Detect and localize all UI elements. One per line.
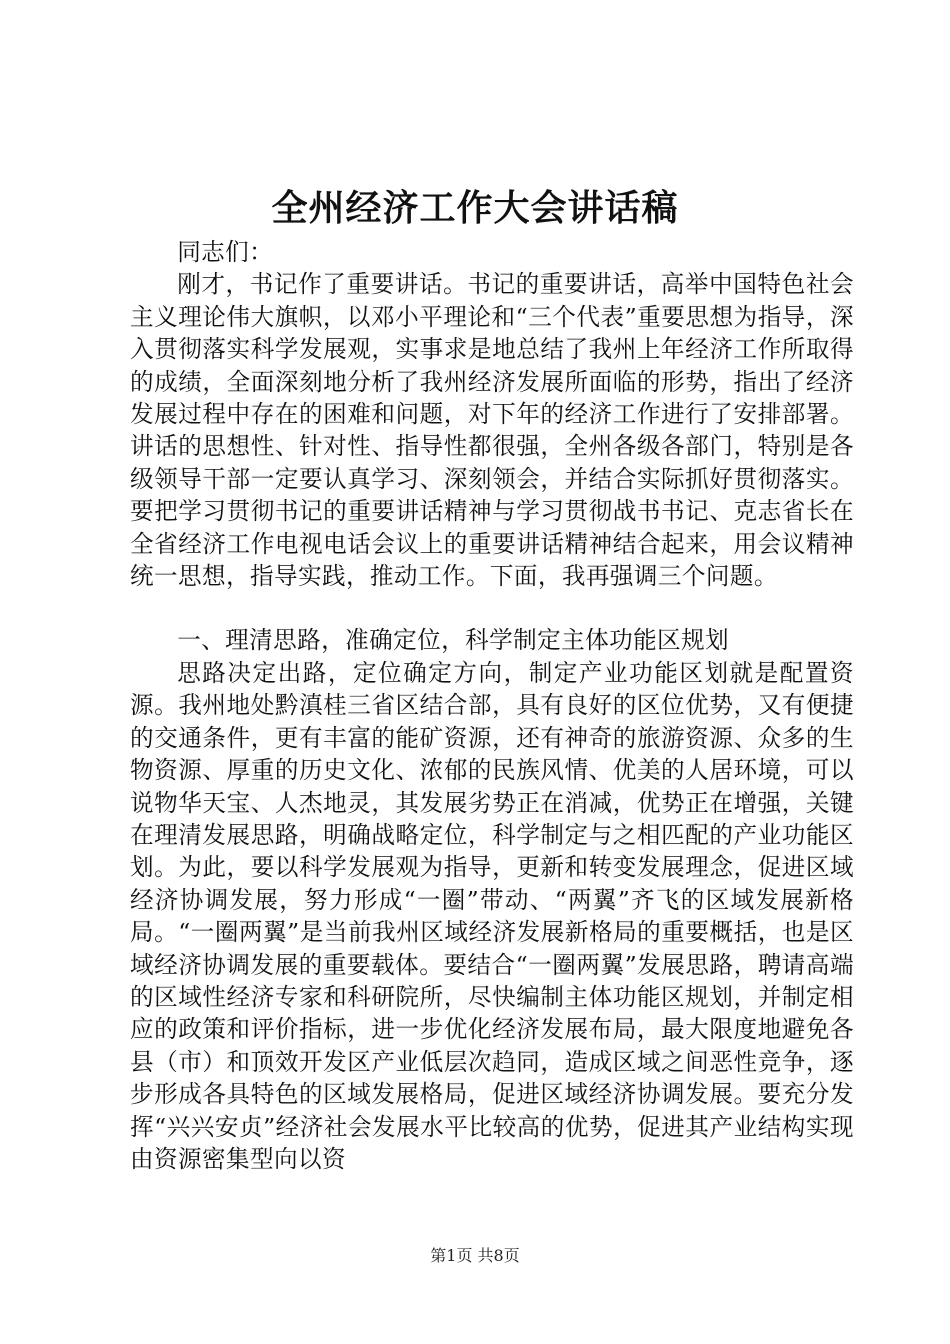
section-heading-1: 一、理清思路，准确定位，科学制定主体功能区规划 — [177, 626, 730, 655]
page-footer: 第1页 共8页 — [430, 1246, 520, 1265]
document-title: 全州经济工作大会讲话稿 — [271, 187, 679, 229]
body-paragraph-1: 刚才，书记作了重要讲话。书记的重要讲话，高举中国特色社会主义理论伟大旗帜，以邓小平理论和“三个代表”重要思想为指导，深入贯彻落实科学发展观，实事求是地总结了我州上年经济工作所取得的成绩，全面深刻地分析了我州经济发展所面临的形势，指出了经济发展过程中存在的困难和问题，对下年的经济工作进行了安排部署。讲话的思想性、针对性、指导性都很强，全州各级各部门，特别是各级领导干部一定要认真学习、深刻领会，并结合实际抓好贯彻落实。要把学习贯彻书记的重要讲话精神与学习贯彻战书书记、克志省长在全省经济工作电视电话会议上的重要讲话精神结合起来，用会议精神统一思想，指导实践，推动工作。下面，我再强调三个问题。 — [130, 270, 854, 591]
section-paragraph-1: 思路决定出路，定位确定方向，制定产业功能区划就是配置资源。我州地处黔滇桂三省区结合部，具有良好的区位优势，又有便捷的交通条件，更有丰富的能矿资源，还有神奇的旅游资源、众多的生物资源、厚重的历史文化、浓郁的民族风情、优美的人居环境，可以说物华天宝、人杰地灵，其发展劣势正在消减，优势正在增强，关键在理清发展思路，明确战略定位，科学制定与之相匹配的产业功能区划。为此，要以科学发展观为指导，更新和转变发展理念，促进区域经济协调发展，努力形成“一圈”带动、“两翼”齐飞的区域发展新格局。“一圈两翼”是当前我州区域经济发展新格局的重要概括，也是区域经济协调发展的重要载体。要结合“一圈两翼”发展思路，聘请高端的区域性经济专家和科研院所，尽快编制主体功能区规划，并制定相应的政策和评价指标，进一步优化经济发展布局，最大限度地避免各县（市）和顶效开发区产业低层次趋同，造成区域之间恶性竞争，逐步形成各具特色的区域发展格局，促进区域经济协调发展。要充分发挥“兴兴安贞”经济社会发展水平比较高的优势，促进其产业结构实现由资源密集型向以资 — [130, 658, 854, 1173]
greeting-line: 同志们： — [177, 238, 274, 266]
document-body — [130, 236, 854, 1175]
